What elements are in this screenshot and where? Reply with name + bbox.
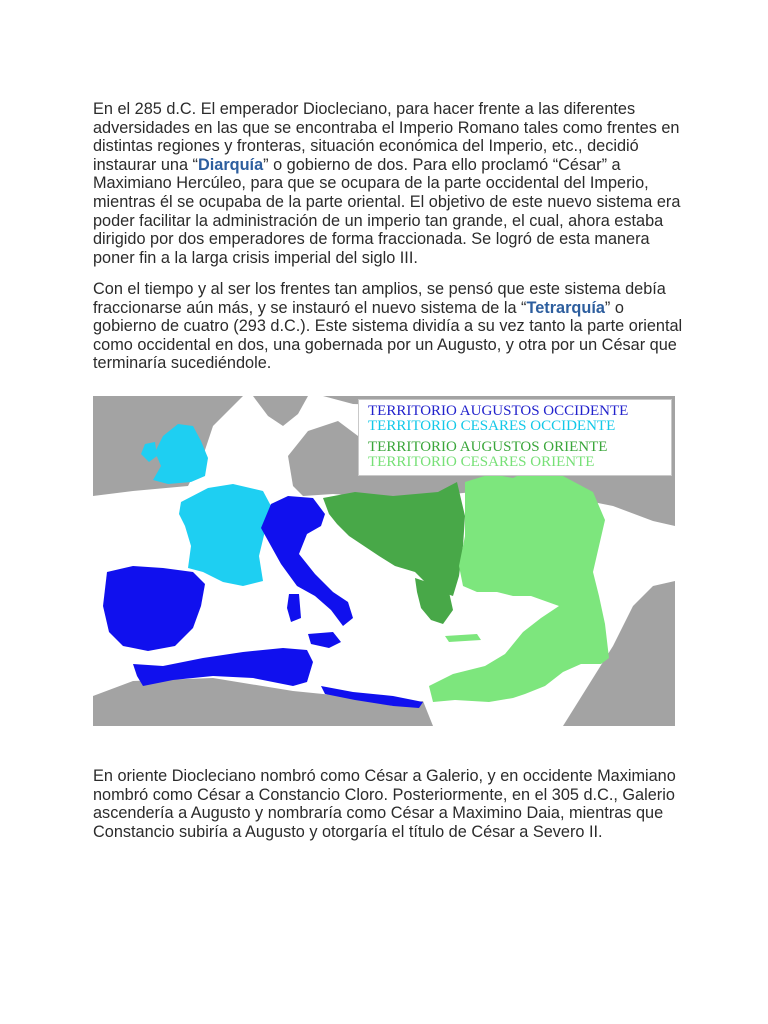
paragraph-diarquia (93, 100, 683, 267)
paragraph-succession: En oriente Diocleciano nombró como César a Galerio, y en occidente Maximiano nombró como César a Constancio Cloro. Posteriormente, en el 305 d.C., Galerio ascendería a Augusto y nombraría como César a Maximino Daia, mientras que Constancio subiría a Augusto y otorgaría el título de César a Severo II. (93, 767, 676, 841)
paragraph-text: Con el tiempo y al ser los frentes tan amplios, se pensó que este sistema debía fraccionarse aún más, y se instauró el nuevo sistema de la “ (93, 280, 666, 317)
keyword-diarquia: Diarquía (197, 155, 264, 174)
paragraph-text: ” o gobierno de dos. Para ello proclamó “César” a Maximiano Hercúleo, para que se ocupara de la parte occidental del Imperio, mientras él se ocupaba de la parte oriental. El objetivo de este nuevo sistema era poder facilitar la administración de un imperio tan grande, el cual, ahora estaba dirigido por dos emperadores de forma fraccionada. Se logró de esta manera poner fin a la larga crisis imperial del siglo III. (93, 155, 681, 267)
legend-cesares-oriente: TERRITORIO CESARES ORIENTE (368, 454, 595, 470)
legend-augustos-occidente: TERRITORIO AUGUSTOS OCCIDENTE (368, 403, 629, 419)
paragraph-text: En el 285 d.C. El emperador Diocleciano, para hacer frente a las diferentes adversidades en las que se encontraba el Imperio Romano tales como frentes en distintas regiones y fronteras, situación económica del Imperio, etc., decidió instaurar una “ (93, 100, 680, 174)
paragraph-tetrarquia (93, 280, 683, 373)
map-legend (358, 399, 672, 476)
legend-augustos-oriente: TERRITORIO AUGUSTOS ORIENTE (368, 439, 608, 455)
paragraph-text: ” o gobierno de cuatro (293 d.C.). Este sistema dividía a su vez tanto la parte oriental como occidental en dos, una gobernada por un Augusto, y otra por un César que terminaría sucediéndole. (93, 298, 683, 373)
tetrarchy-map (93, 396, 675, 726)
legend-cesares-occidente: TERRITORIO CESARES OCCIDENTE (368, 418, 616, 434)
keyword-tetrarquia: Tetrarquía (526, 298, 605, 317)
